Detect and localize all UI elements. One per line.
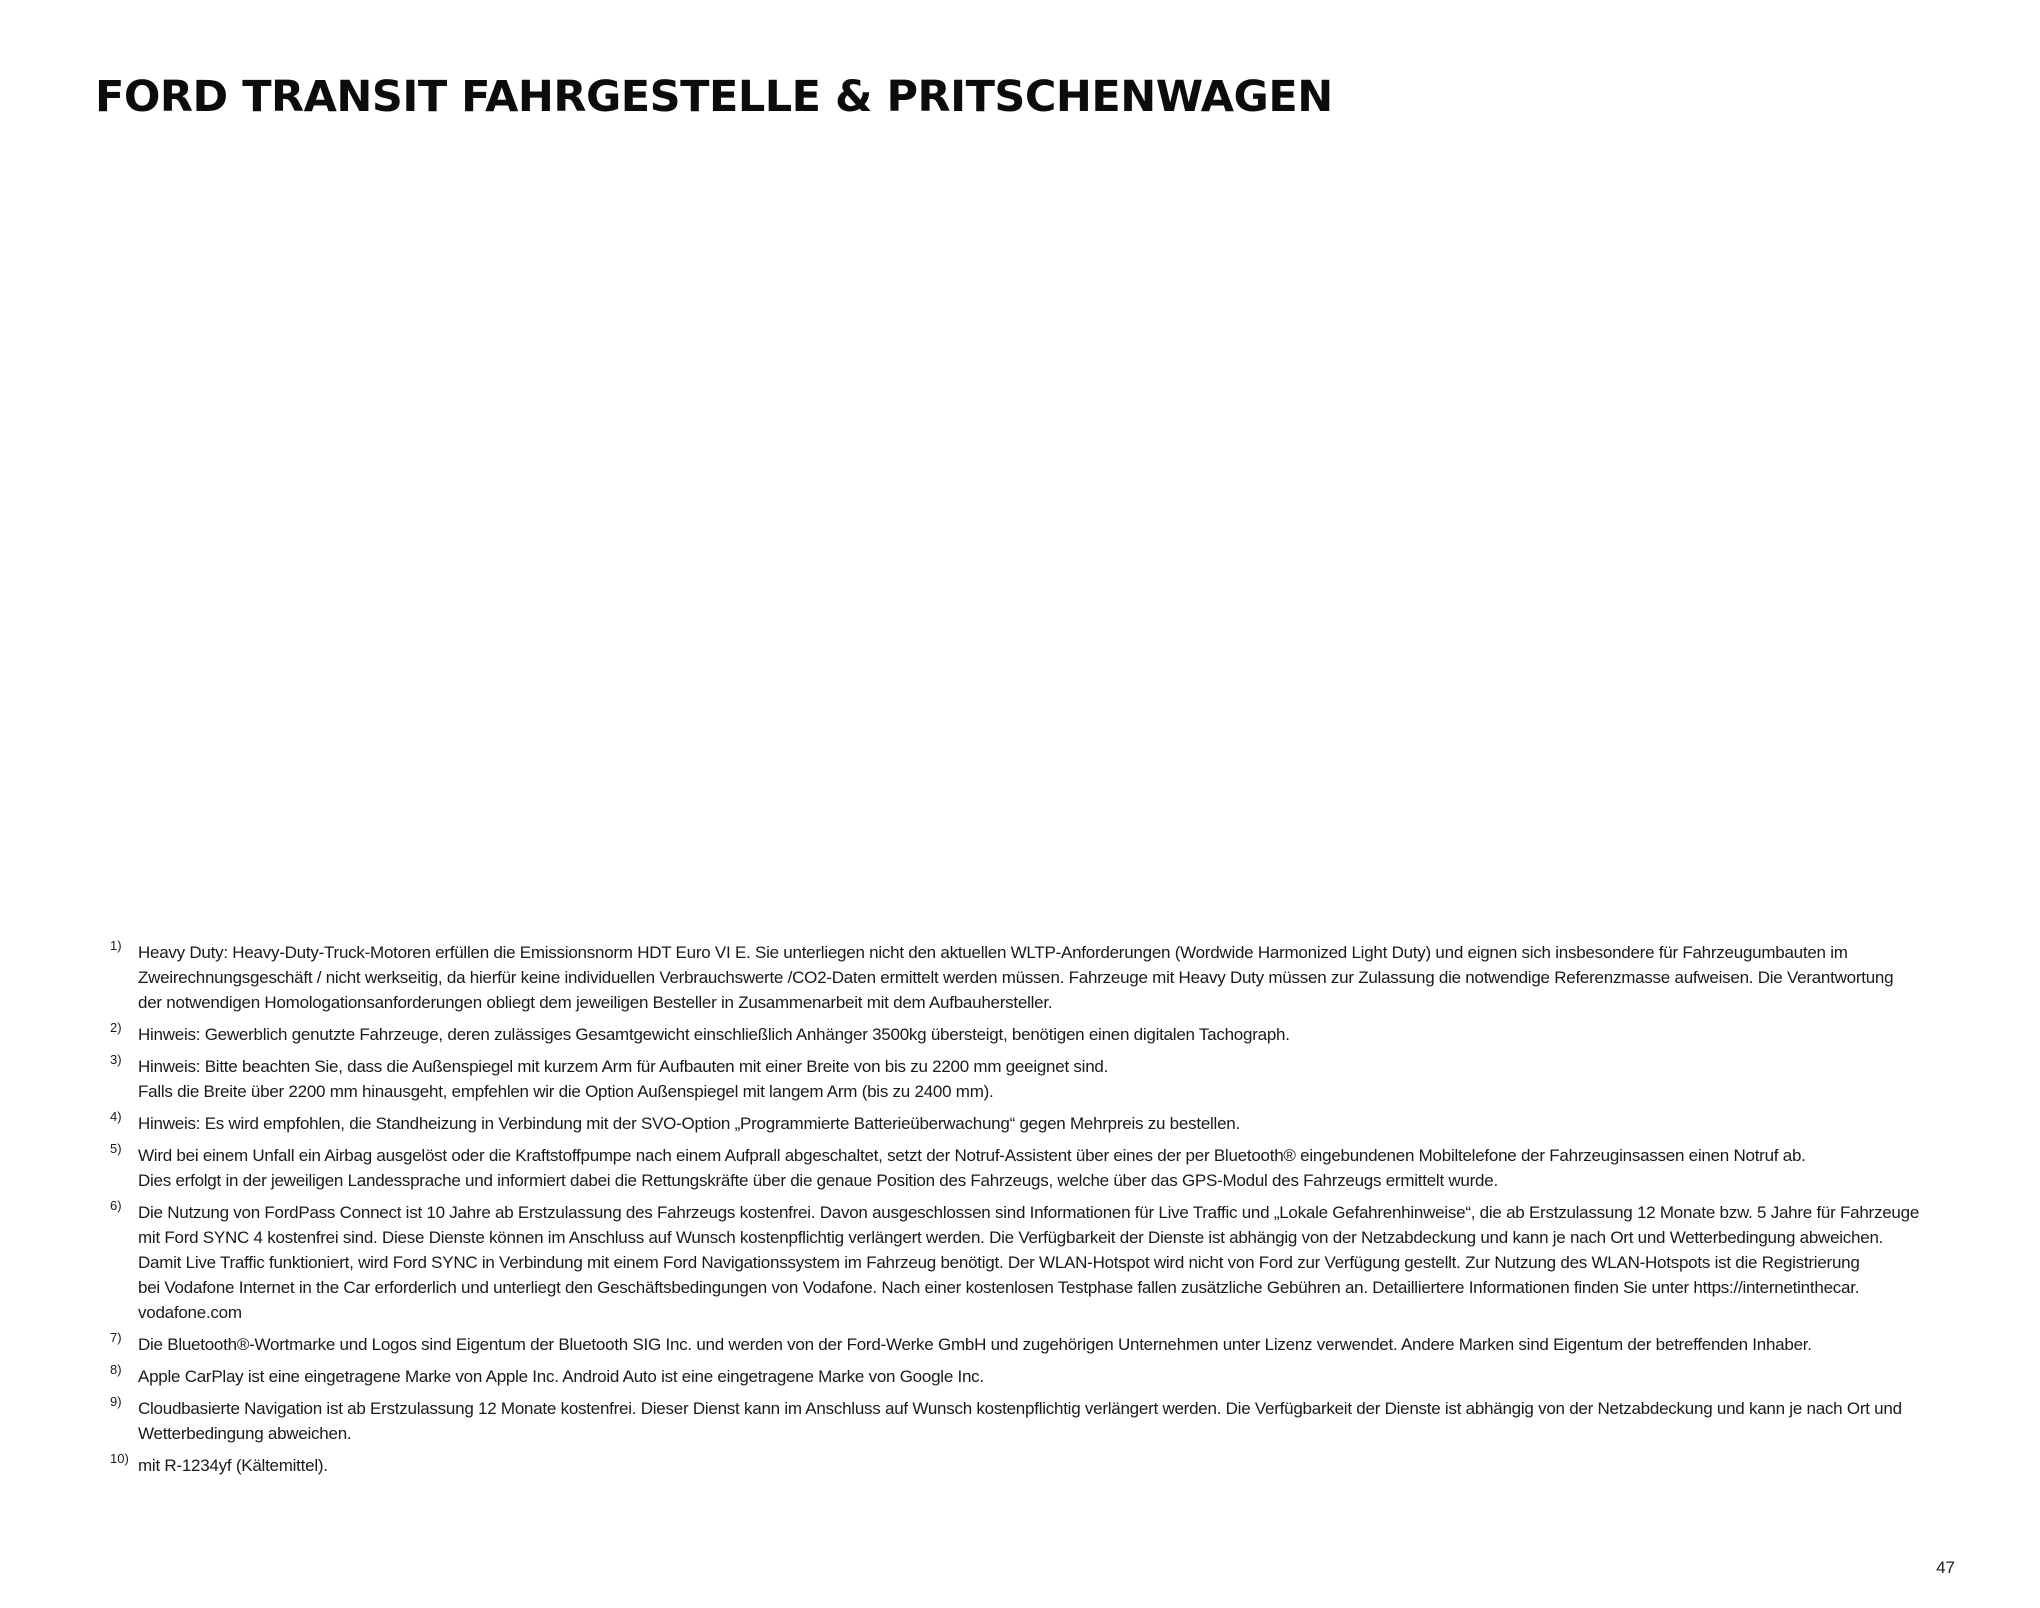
footnote-text bbox=[138, 1364, 1960, 1389]
footnote-number: 2) bbox=[110, 1020, 122, 1035]
footnote-7 bbox=[110, 1332, 1960, 1357]
footnote-number: 10) bbox=[110, 1451, 129, 1466]
footnote-text bbox=[138, 1143, 1960, 1193]
footnote-number: 4) bbox=[110, 1109, 122, 1124]
footnote-text bbox=[138, 940, 1960, 1015]
footnote-number: 3) bbox=[110, 1052, 122, 1067]
footnote-line: Hinweis: Bitte beachten Sie, dass die Außenspiegel mit kurzem Arm für Aufbauten mit einer Breite von bis zu 2200 mm geeignet sind. bbox=[138, 1057, 1109, 1076]
footnote-number: 1) bbox=[110, 938, 122, 953]
footnote-number: 7) bbox=[110, 1330, 122, 1345]
footnote-line: vodafone.com bbox=[138, 1303, 242, 1322]
footnote-text bbox=[138, 1453, 1960, 1478]
footnote-text bbox=[138, 1332, 1960, 1357]
footnote-line: Die Nutzung von FordPass Connect ist 10 Jahre ab Erstzulassung des Fahrzeugs kostenfrei. Davon ausgeschlossen sind Informationen für Live Traffic und „Lokale Gefahrenhinweise“, die ab Erstzulassung 12 Monate bzw. 5 Jahre für Fahrzeuge bbox=[138, 1203, 1920, 1222]
footnote-text bbox=[138, 1022, 1960, 1047]
footnote-8 bbox=[110, 1364, 1960, 1389]
footnote-line: Wetterbedingung abweichen. bbox=[138, 1424, 352, 1443]
footnote-5 bbox=[110, 1143, 1960, 1193]
footnote-9 bbox=[110, 1396, 1960, 1446]
footnote-2 bbox=[110, 1022, 1960, 1047]
footnote-line: bei Vodafone Internet in the Car erforderlich und unterliegt den Geschäftsbedingungen von Vodafone. Nach einer kostenlosen Testphase fallen zusätzliche Gebühren an. Detailliertere Informationen finden Sie unter https://internetinthecar. bbox=[138, 1278, 1860, 1297]
footnote-3 bbox=[110, 1054, 1960, 1104]
footnote-number: 9) bbox=[110, 1394, 122, 1409]
footnote-line: mit Ford SYNC 4 kostenfrei sind. Diese Dienste können im Anschluss auf Wunsch kostenpflichtig verlängert werden. Die Verfügbarkeit der Dienste ist abhängig von der Netzabdeckung und kann je nach Ort und Wetterbedingung abweichen. bbox=[138, 1228, 1884, 1247]
footnote-text bbox=[138, 1396, 1960, 1446]
footnote-line: Damit Live Traffic funktioniert, wird Ford SYNC in Verbindung mit einem Ford Navigationssystem im Fahrzeug benötigt. Der WLAN-Hotspot wird nicht von Ford zur Verfügung gestellt. Zur Nutzung des WLAN-Hotspots ist die Registrierung bbox=[138, 1253, 1860, 1272]
footnote-line: Dies erfolgt in der jeweiligen Landessprache und informiert dabei die Rettungskräfte über die genaue Position des Fahrzeugs, welche über das GPS-Modul des Fahrzeugs ermittelt wurde. bbox=[138, 1171, 1498, 1190]
footnote-line: Falls die Breite über 2200 mm hinausgeht, empfehlen wir die Option Außenspiegel mit langem Arm (bis zu 2400 mm). bbox=[138, 1082, 994, 1101]
footnote-4 bbox=[110, 1111, 1960, 1136]
footnote-line: Hinweis: Gewerblich genutzte Fahrzeuge, deren zulässiges Gesamtgewicht einschließlich Anhänger 3500kg übersteigt, benötigen einen digitalen Tachograph. bbox=[138, 1025, 1290, 1044]
footnote-line: Hinweis: Es wird empfohlen, die Standheizung in Verbindung mit der SVO-Option „Programmierte Batterieüberwachung“ gegen Mehrpreis zu bestellen. bbox=[138, 1114, 1240, 1133]
footnote-10 bbox=[110, 1453, 1960, 1478]
footnote-line: Apple CarPlay ist eine eingetragene Marke von Apple Inc. Android Auto ist eine eingetragene Marke von Google Inc. bbox=[138, 1367, 984, 1386]
footnote-line: Cloudbasierte Navigation ist ab Erstzulassung 12 Monate kostenfrei. Dieser Dienst kann im Anschluss auf Wunsch kostenpflichtig verlängert werden. Die Verfügbarkeit der Dienste ist abhängig von der Netzabdeckung und kann je nach Ort und bbox=[138, 1399, 1902, 1418]
footnote-text bbox=[138, 1054, 1960, 1104]
footnote-number: 6) bbox=[110, 1198, 122, 1213]
footnote-line: Wird bei einem Unfall ein Airbag ausgelöst oder die Kraftstoffpumpe nach einem Aufprall abgeschaltet, setzt der Notruf-Assistent über eines der per Bluetooth® eingebundenen Mobiltelefone der Fahrzeuginsassen einen Notruf ab. bbox=[138, 1146, 1806, 1165]
footnotes-list bbox=[110, 940, 1960, 1485]
page-title: FORD TRANSIT FAHRGESTELLE & PRITSCHENWAGEN bbox=[95, 72, 1333, 122]
footnote-text bbox=[138, 1200, 1960, 1325]
footnote-6 bbox=[110, 1200, 1960, 1325]
footnote-line: Zweirechnungsgeschäft / nicht werkseitig, da hierfür keine individuellen Verbrauchswerte /CO2-Daten ermittelt werden müssen. Fahrzeuge mit Heavy Duty müssen zur Zulassung die notwendige Referenzmasse aufweisen. Die Verantwortung bbox=[138, 968, 1894, 987]
footnote-line: der notwendigen Homologationsanforderungen obliegt dem jeweiligen Besteller in Zusammenarbeit mit dem Aufbauhersteller. bbox=[138, 993, 1053, 1012]
footnote-number: 8) bbox=[110, 1362, 122, 1377]
footnote-line: mit R-1234yf (Kältemittel). bbox=[138, 1456, 328, 1475]
footnote-1 bbox=[110, 940, 1960, 1015]
footnote-text bbox=[138, 1111, 1960, 1136]
footnote-line: Die Bluetooth®-Wortmarke und Logos sind Eigentum der Bluetooth SIG Inc. und werden von der Ford-Werke GmbH und zugehörigen Unternehmen unter Lizenz verwendet. Andere Marken sind Eigentum der betreffenden Inhaber. bbox=[138, 1335, 1812, 1354]
page-number: 47 bbox=[1936, 1558, 1955, 1577]
footnote-line: Heavy Duty: Heavy-Duty-Truck-Motoren erfüllen die Emissionsnorm HDT Euro VI E. Sie unterliegen nicht den aktuellen WLTP-Anforderungen (Wordwide Harmonized Light Duty) und eignen sich insbesondere für Fahrzeugumbauten im bbox=[138, 943, 1848, 962]
footnote-number: 5) bbox=[110, 1141, 122, 1156]
